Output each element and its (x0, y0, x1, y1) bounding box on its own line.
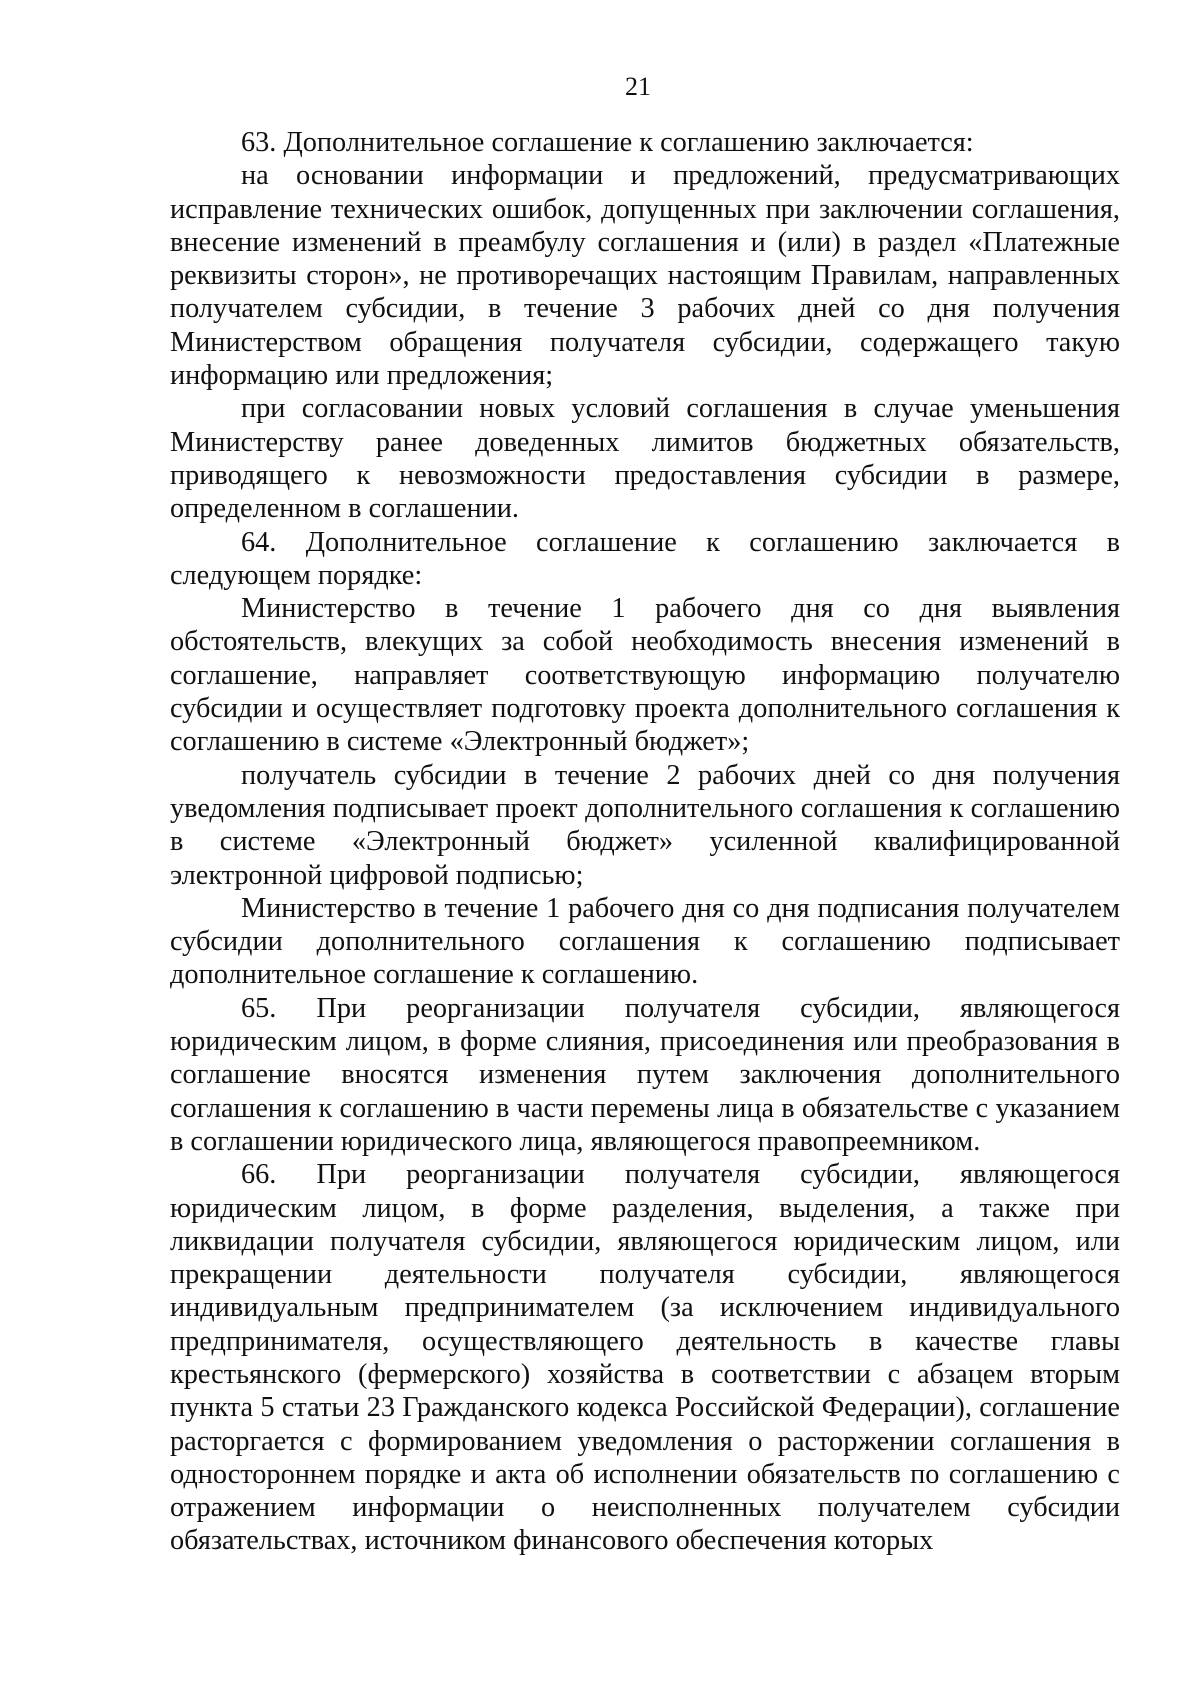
paragraph-66: 66. При реорганизации получателя субсидии, являющегося юридическим лицом, в форме разделения, выделения, а также при ликвидации получателя субсидии, являющегося юридическим лицом, или прекращении деятельности получателя субсидии, являющегося индивидуальным предпринимателем (за исключением индивидуального предпринимателя, осуществляющего деятельность в качестве главы крестьянского (фермерского) хозяйства в соответствии с абзацем вторым пункта 5 статьи 23 Гражданского кодекса Российской Федерации), соглашение расторгается с формированием уведомления о расторжении соглашения в одностороннем порядке и акта об исполнении обязательств по соглашению с отражением информации о неисполненных получателем субсидии обязательствах, источником финансового обеспечения которых (170, 1159, 1120, 1557)
document-body (170, 126, 1120, 1558)
paragraph-63-heading: 63. Дополнительное соглашение к соглашению заключается: (241, 127, 974, 158)
paragraph-64-heading: 64. Дополнительное соглашение к соглашению заключается в следующем порядке: (170, 526, 1120, 591)
paragraph-63-item-2: при согласовании новых условий соглашения в случае уменьшения Министерству ранее доведенных лимитов бюджетных обязательств, приводящего к невозможности предоставления субсидии в размере, определенном в соглашении. (170, 393, 1120, 525)
paragraph-64-item-1: Министерство в течение 1 рабочего дня со дня выявления обстоятельств, влекущих за собой необходимость внесения изменений в соглашение, направляет соответствующую информацию получателю субсидии и осуществляет подготовку проекта дополнительного соглашения к соглашению в системе «Электронный бюджет»; (170, 593, 1120, 758)
page-number: 21 (625, 72, 651, 101)
paragraph-64-item-2: получатель субсидии в течение 2 рабочих дней со дня получения уведомления подписывает проект дополнительного соглашения к соглашению в системе «Электронный бюджет» усиленной квалифицированной электронной цифровой подписью; (170, 759, 1120, 891)
paragraph-63-item-1: на основании информации и предложений, предусматривающих исправление технических ошибок, допущенных при заключении соглашения, внесение изменений в преамбулу соглашения и (или) в раздел «Платежные реквизиты сторон», не противоречащих настоящим Правилам, направленных получателем субсидии, в течение 3 рабочих дней со дня получения Министерством обращения получателя субсидии, содержащего такую информацию или предложения; (170, 160, 1120, 392)
paragraph-65: 65. При реорганизации получателя субсидии, являющегося юридическим лицом, в форме слияния, присоединения или преобразования в соглашение вносятся изменения путем заключения дополнительного соглашения к соглашению в части перемены лица в обязательстве с указанием в соглашении юридического лица, являющегося правопреемником. (170, 992, 1120, 1157)
paragraph-64-item-3: Министерство в течение 1 рабочего дня со дня подписания получателем субсидии дополнительного соглашения к соглашению подписывает дополнительное соглашение к соглашению. (170, 892, 1120, 991)
